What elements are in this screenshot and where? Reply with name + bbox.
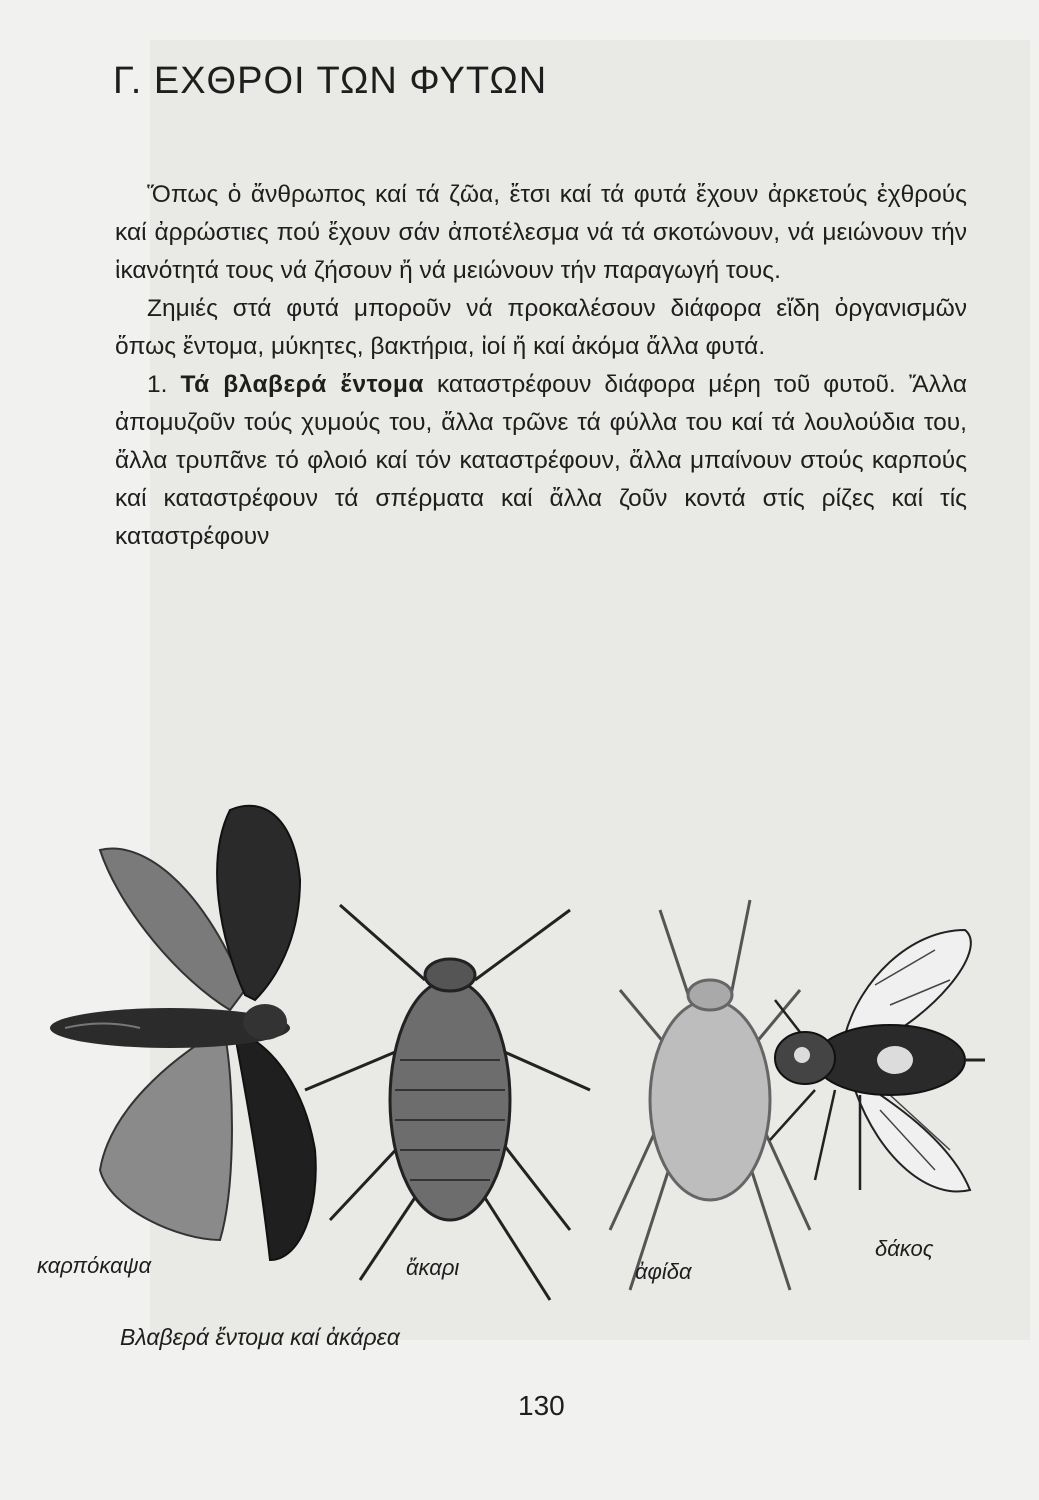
paragraph-3-number: 1.	[147, 371, 168, 398]
moth-drawing	[50, 806, 316, 1260]
paragraph-2: Ζημιές στά φυτά μποροῦν νά προκαλέσουν διάφορα εἴδη ὀργανισμῶν ὅπως ἔντομα, μύκητες, βακτήρια, ἰοί ἤ καί ἀκόμα ἄλλα φυτά.	[115, 295, 967, 360]
page-number: 130	[518, 1390, 565, 1421]
figure-caption: Βλαβερά ἔντομα καί ἀκάρεα	[120, 1324, 400, 1350]
mite-drawing	[305, 905, 590, 1300]
paragraph-3	[115, 366, 967, 556]
aphid-label: ἀφίδα	[635, 1259, 692, 1284]
insects-illustration	[30, 790, 1010, 1330]
paragraph-1: Ὅπως ὁ ἄνθρωπος καί τά ζῶα, ἔτσι καί τά φυτά ἔχουν ἀρκετούς ἐχθρούς καί ἀρρώστιες πού ἔχουν σάν ἀποτέλεσμα νά τά σκοτώνουν, νά μειώνουν τήν ἱκανότητά τους νά ζήσουν ἤ νά μειώνουν τήν παραγωγή τους.	[115, 181, 967, 284]
body-text	[115, 176, 967, 556]
mite-label: ἄκαρι	[406, 1255, 460, 1280]
moth-label: καρπόκαψα	[37, 1253, 152, 1278]
fly-label: δάκος	[875, 1236, 934, 1261]
aphid-drawing	[610, 900, 810, 1290]
section-title: Γ. ΕΧΘΡΟΙ ΤΩΝ ΦΥΤΩΝ	[113, 60, 548, 102]
fly-drawing	[770, 930, 985, 1192]
paragraph-3-text: καταστρέφουν διάφορα μέρη τοῦ φυτοῦ. Ἄλλα ἀπομυζοῦν τούς χυμούς του, ἄλλα τρῶνε τά φύλλα του καί τά λουλούδια του, ἄλλα τρυπᾶνε τό φλοιό καί τόν καταστρέφουν, ἄλλα μπαίνουν στούς καρπούς καί καταστρέφουν τά σπέρματα καί ἄλλα ζοῦν κοντά στίς ρίζες καί τίς καταστρέφουν	[115, 371, 967, 550]
paragraph-3-bold-term: Τά βλαβερά ἔντομα	[180, 371, 424, 398]
